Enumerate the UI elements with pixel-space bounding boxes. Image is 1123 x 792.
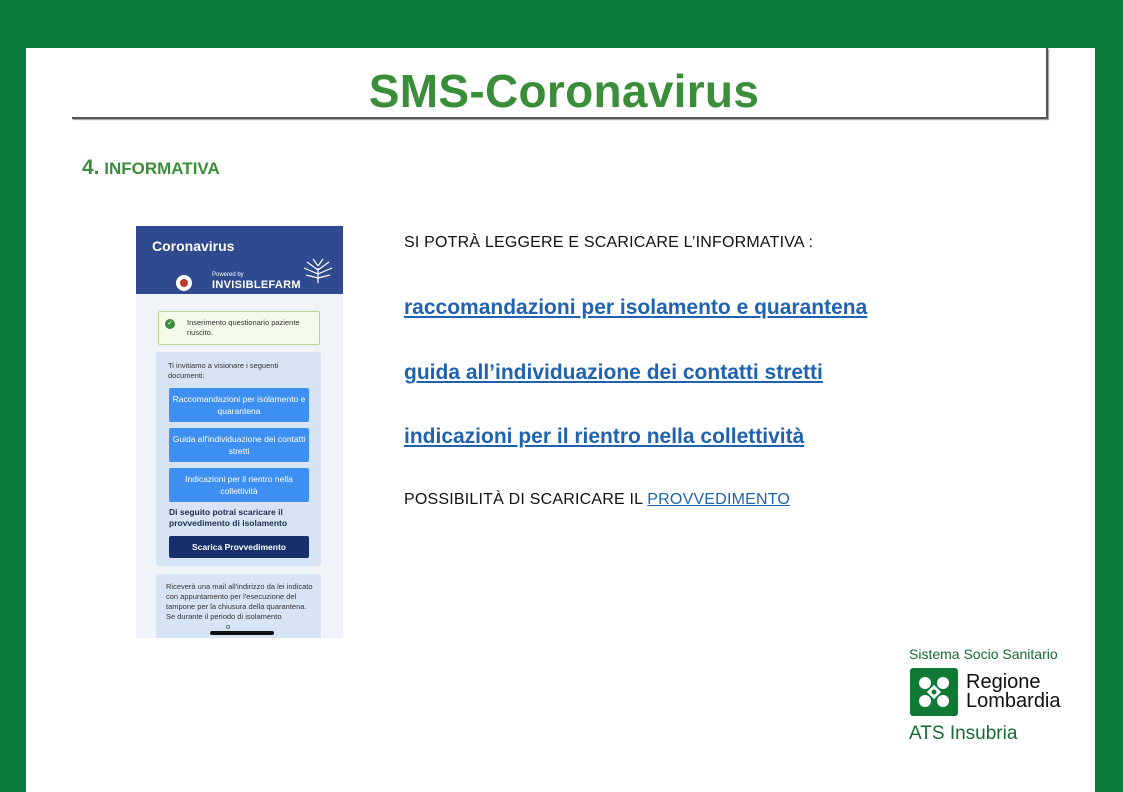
doc-button-guida[interactable]: Guida all'individuazione dei contatti stretti bbox=[169, 428, 309, 462]
logo-agency: ATS Insubria bbox=[909, 723, 1018, 744]
slide bbox=[26, 48, 1095, 792]
section-heading bbox=[82, 156, 220, 180]
mail-info-text bbox=[166, 582, 314, 632]
section-number: 4. bbox=[82, 156, 100, 179]
farm-logo-icon bbox=[176, 275, 192, 291]
mail-info-body: Riceverà una mail all'indirizzo da lei indicato con appuntamento per l'esecuzione del tampone per la chiusura della quarantena. Se durante il periodo di isolamento bbox=[166, 582, 313, 621]
link-guida-contatti[interactable]: guida all’individuazione dei contatti stretti bbox=[404, 361, 823, 384]
mail-info-panel bbox=[156, 574, 321, 638]
phone-app-title: Coronavirus bbox=[152, 238, 235, 254]
success-alert bbox=[158, 311, 320, 345]
success-message: Inserimento questionario paziente riuscito. bbox=[187, 318, 300, 337]
logo-region-line2: Lombardia bbox=[966, 690, 1061, 712]
lombardia-rose-icon bbox=[910, 668, 958, 716]
doc-button-indicazioni[interactable]: Indicazioni per il rientro nella collettività bbox=[169, 468, 309, 502]
check-icon: ✓ bbox=[165, 319, 175, 329]
download-line bbox=[404, 491, 790, 509]
mail-info-tail: o bbox=[226, 622, 231, 631]
logo-region-line1: Regione bbox=[966, 671, 1041, 693]
redaction-scribble bbox=[210, 631, 274, 635]
regione-lombardia-logo-icon bbox=[910, 668, 958, 716]
phone-header bbox=[136, 226, 343, 294]
link-indicazioni-rientro[interactable]: indicazioni per il rientro nella collettività bbox=[404, 425, 805, 448]
slide-title: SMS-Coronavirus bbox=[368, 65, 760, 117]
link-raccomandazioni[interactable]: raccomandazioni per isolamento e quarantena bbox=[404, 296, 868, 319]
provvedimento-link[interactable]: PROVVEDIMENTO bbox=[647, 491, 791, 508]
documents-intro: Ti invitiamo a visionare i seguenti documenti: bbox=[168, 361, 279, 380]
phone-screenshot bbox=[136, 226, 343, 638]
download-prefix: POSSIBILITÀ DI SCARICARE IL bbox=[404, 491, 648, 508]
brand-name: INVISIBLEFARM bbox=[212, 279, 301, 291]
doc-button-raccomandazioni[interactable]: Raccomandazioni per isolamento e quarantena bbox=[169, 388, 309, 422]
powered-by-badge bbox=[176, 272, 336, 292]
tree-icon bbox=[301, 258, 335, 284]
informativa-intro: SI POTRÀ LEGGERE E SCARICARE L’INFORMATIVA : bbox=[404, 234, 814, 251]
download-intro: Di seguito potrai scaricare il provvedimento di isolamento bbox=[169, 507, 288, 528]
documents-panel bbox=[156, 352, 321, 566]
section-title: INFORMATIVA bbox=[104, 159, 220, 178]
logo-system-text: Sistema Socio Sanitario bbox=[909, 646, 1058, 662]
powered-by-label: Powered by bbox=[212, 272, 244, 278]
download-provvedimento-button[interactable]: Scarica Provvedimento bbox=[169, 536, 309, 558]
logo-region-name bbox=[966, 673, 1061, 711]
